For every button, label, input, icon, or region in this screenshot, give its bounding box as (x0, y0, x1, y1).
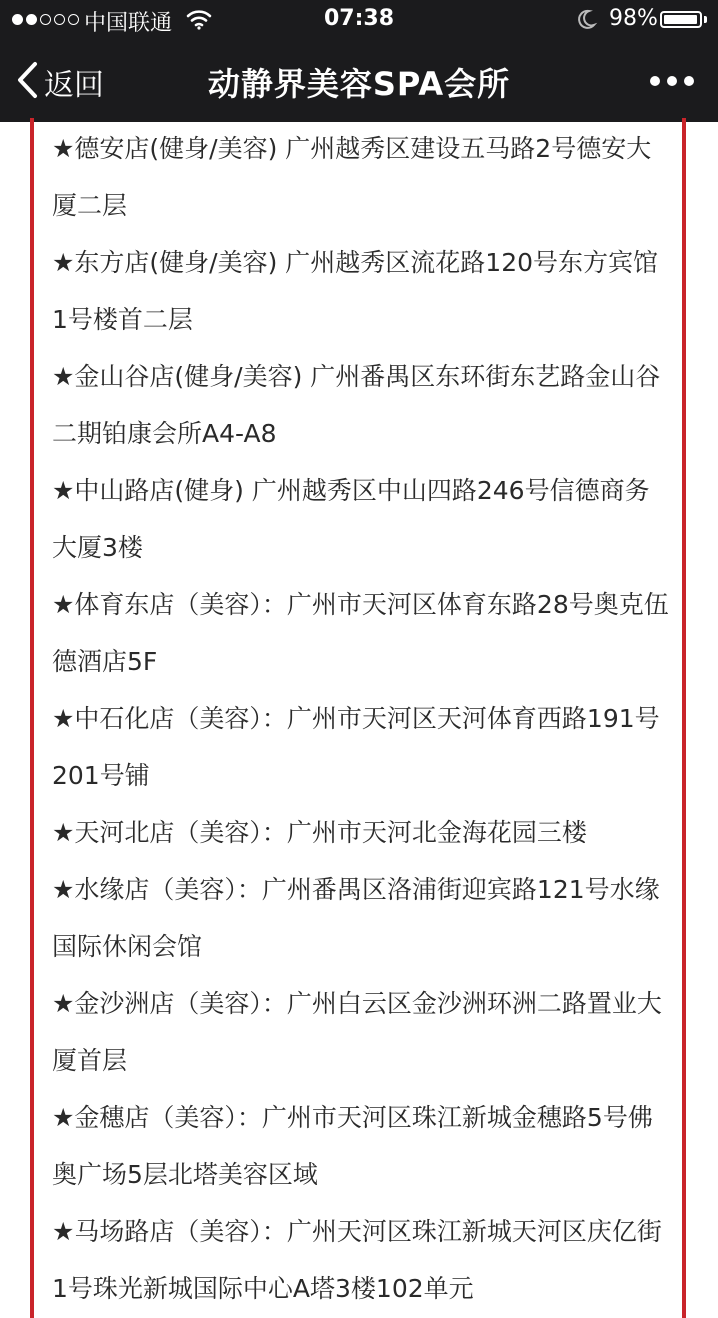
store-item: ★水缘店（美容）：广州番禺区洛浦街迎宾路121号水缘国际休闲会馆 (52, 875, 660, 961)
store-list (52, 120, 670, 1317)
battery-percent: 98% (609, 6, 658, 31)
store-item: ★体育东店（美容）：广州市天河区体育东路28号奥克伍德酒店5F (52, 590, 669, 676)
moon-icon (576, 8, 596, 36)
store-item: ★东方店(健身/美容) 广州越秀区流花路120号东方宾馆1号楼首二层 (52, 248, 659, 334)
store-item: ★中山路店(健身) 广州越秀区中山四路246号信德商务大厦3楼 (52, 476, 650, 562)
more-dots-icon[interactable] (650, 76, 694, 86)
store-item: ★天河北店（美容）：广州市天河北金海花园三楼 (52, 818, 587, 847)
battery-fill (664, 15, 697, 24)
store-item: ★中石化店（美容）：广州市天河区天河体育西路191号201号铺 (52, 704, 660, 790)
store-item: ★金山谷店(健身/美容) 广州番禺区东环街东艺路金山谷二期铂康会所A4-A8 (52, 362, 661, 448)
nav-bar (0, 40, 718, 122)
store-item: ★马场路店（美容）：广州天河区珠江新城天河区庆亿街1号珠光新城国际中心A塔3楼102单元 (52, 1217, 662, 1303)
carrier-name: 中国联通 (84, 11, 173, 36)
battery-icon (660, 11, 702, 28)
store-item: ★金穗店（美容）：广州市天河区珠江新城金穗路5号佛奥广场5层北塔美容区域 (52, 1103, 653, 1189)
status-bar (0, 0, 718, 40)
store-item: ★德安店(健身/美容) 广州越秀区建设五马路2号德安大厦二层 (52, 134, 652, 220)
battery-tip (704, 16, 707, 23)
status-time: 07:38 (323, 6, 395, 31)
store-item: ★金沙洲店（美容）：广州白云区金沙洲环洲二路置业大厦首层 (52, 989, 662, 1075)
back-label: 返回 (44, 68, 104, 103)
page-title: 动静界美容SPA会所 (207, 65, 511, 103)
article-body (0, 122, 718, 1303)
